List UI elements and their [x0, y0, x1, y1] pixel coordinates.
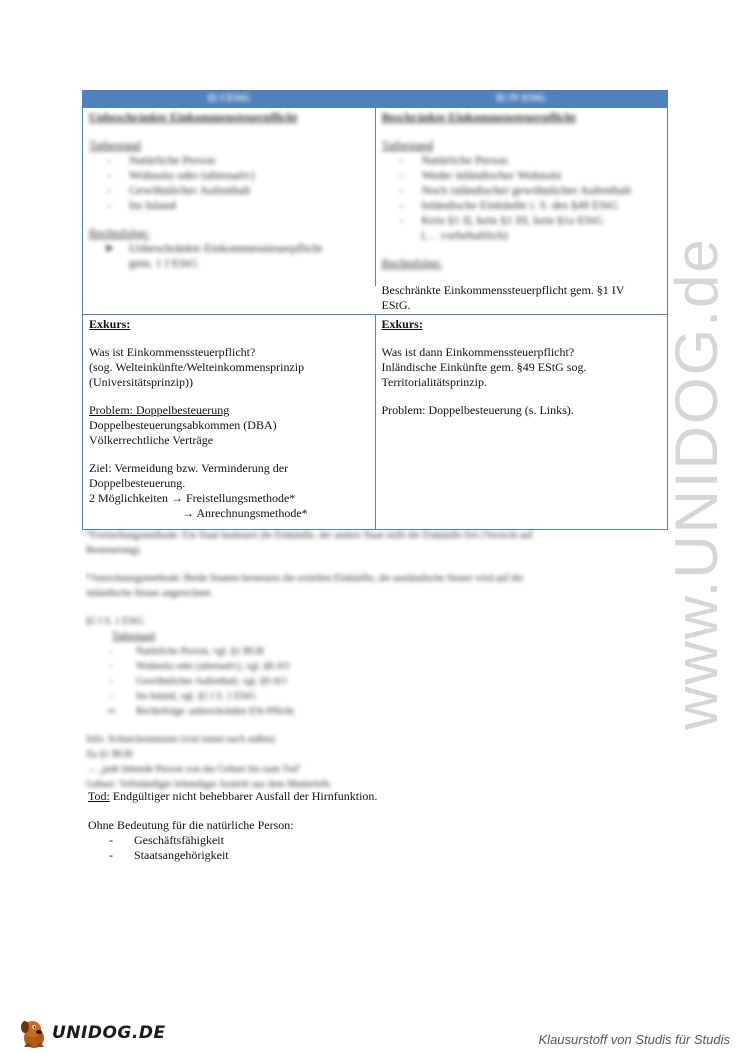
table-row-exkurs [83, 314, 667, 529]
footnote-1a: *Freistellungsmethode: Ein Staat besteuert die Einkünfte, der andere Staat stellt die Einkünfte frei (Verzicht auf [86, 530, 533, 541]
footer-tagline: Klausurstoff von Studis für Studis [538, 1032, 730, 1047]
table-header [83, 91, 667, 107]
dog-mascot-icon [18, 1016, 50, 1050]
watermark: www.UNIDOG.de [663, 237, 730, 730]
list-item: - Staatsangehörigkeit [109, 848, 229, 862]
exkurs-left-anrechnung: → Anrechnungsmethode* [182, 506, 308, 520]
exkurs-right-q3: Territorialitätsprinzip. [381, 375, 487, 389]
exkurs-left-problem: Problem: Doppelbesteuerung [89, 403, 230, 417]
exkurs-left-ziel-2: Doppelbesteuerung. [89, 476, 186, 490]
info-line: Info: Schneckenmuster (von innen nach außen) [86, 734, 276, 745]
blurred-tatbestand-right: Tatbestand [381, 138, 434, 152]
list-item: - Wohnsitz oder (alternativ), vgl. §8 AO [109, 661, 290, 672]
geburt-line: Geburt: Vollständiger lebendiger Austritt aus dem Mutterleib. [86, 779, 332, 790]
table-header-left: §1 I EStG [207, 93, 251, 104]
table-cell-right-blurred [375, 108, 668, 312]
list-item: - Kein §1 II, kein §1 III, kein §1a EStG [399, 213, 604, 227]
blurred-rechtsfolge-right: Rechtsfolge: [381, 256, 443, 270]
list-item: - Im Inland, vgl. §1 I S. 2 EStG [109, 691, 256, 702]
exkurs-cell-left [83, 315, 375, 529]
exkurs-left-dba: Doppelbesteuerungsabkommen (DBA) [89, 418, 277, 432]
plain-text-block [88, 789, 588, 863]
blurred-notes [86, 528, 666, 792]
exkurs-right-q2: Inländische Einkünfte gem. §49 EStG sog. [381, 360, 587, 374]
zu-line: Zu §1 BGB [86, 749, 133, 760]
list-item: ⇒ Rechtsfolge: unbeschränkte ESt-Pflicht [106, 706, 294, 717]
section-ref: §1 I S. 1 EStG [86, 616, 145, 627]
footnote-2b: inländische Steuer angerechnet. [86, 588, 213, 599]
blurred-rechtsfolge-left: Rechtsfolge: [89, 226, 150, 240]
exkurs-left-ziel-1: Ziel: Vermeidung bzw. Verminderung der [89, 461, 289, 475]
list-item: - Gewöhnlicher Aufenthalt, vgl. §9 AO [109, 676, 287, 687]
ohne-line: Ohne Bedeutung für die natürliche Person: [88, 818, 294, 832]
exkurs-right-problem: Problem: Doppelbesteuerung (s. Links). [381, 403, 574, 417]
logo-text: UNIDOG.DE [52, 1023, 166, 1043]
blurred-tatbestand-left: Tatbestand [89, 138, 141, 152]
section-tatbestand: Tatbestand [112, 631, 156, 642]
tod-line [88, 789, 588, 804]
blurred-item-right-6: (… vorbehaltlich) [421, 228, 508, 242]
list-item: - Wohnsitz oder (alternativ) [107, 168, 255, 182]
footnote-1b: Besteuerung). [86, 545, 142, 556]
table-cell-left-blurred [83, 108, 375, 286]
exkurs-left-q1: Was ist Einkommenssteuerpflicht? [89, 345, 256, 359]
unidog-logo [18, 1016, 166, 1050]
list-item: - Gewöhnlicher Aufenthalt [107, 183, 251, 197]
tod-label: Tod: [88, 789, 110, 803]
tod-text: Endgültiger nicht behebbarer Ausfall der Hirnfunktion. [109, 789, 378, 803]
exkurs-left-q3: (Universitätsprinzip)) [89, 375, 193, 389]
blurred-title-right: Beschränkte Einkommensteuerpflicht [381, 110, 576, 124]
exkurs-heading-left: Exkurs: [89, 317, 131, 331]
exkurs-right-q1: Was ist dann Einkommenssteuerpflicht? [381, 345, 575, 359]
right-result-line-1: Beschränkte Einkommenssteuerpflicht gem. §1 IV [381, 283, 625, 297]
right-result-line-2: EStG. [381, 298, 411, 312]
blurred-result-left-2: gem. 1 I EStG [129, 256, 198, 270]
table-row-blurred [83, 107, 667, 312]
list-item: ➤ Unbeschränkte Einkommensteuerpflicht [103, 241, 323, 255]
list-item: - Geschäftsfähigkeit [109, 833, 224, 847]
exkurs-heading-right: Exkurs: [381, 317, 423, 331]
list-item: - Weder inländischer Wohnsitz [399, 168, 562, 182]
list-item: - Natürliche Person, vgl. §1 BGB [109, 646, 264, 657]
comparison-table [82, 90, 668, 530]
exkurs-cell-right [375, 315, 668, 529]
exkurs-left-moeglich: 2 Möglichkeiten → Freistellungsmethode* [89, 491, 296, 505]
list-item: - Natürliche Person [399, 153, 508, 167]
arrow-line: → „jede lebende Person von der Geburt bis zum Tod" [86, 764, 302, 775]
list-item: - Im Inland [107, 198, 176, 212]
list-item: - Natürliche Person [107, 153, 216, 167]
blurred-title-left: Unbeschränkte Einkommensteuerpflicht [89, 110, 298, 124]
exkurs-left-q2: (sog. Welteinkünfte/Welteinkommensprinzip [89, 360, 305, 374]
footnote-2a: *Anrechnungsmethode: Beide Staaten besteuern die erzielten Einkünfte, die ausländische Steuer wird auf die [86, 573, 524, 584]
list-item: - Inländische Einkünfte i. S. des §49 EStG [399, 198, 619, 212]
table-header-right: §1 IV EStG [496, 93, 546, 104]
list-item: - Noch inländischer gewöhnlicher Aufenthalt [399, 183, 632, 197]
exkurs-left-vertraege: Völkerrechtliche Verträge [89, 433, 214, 447]
